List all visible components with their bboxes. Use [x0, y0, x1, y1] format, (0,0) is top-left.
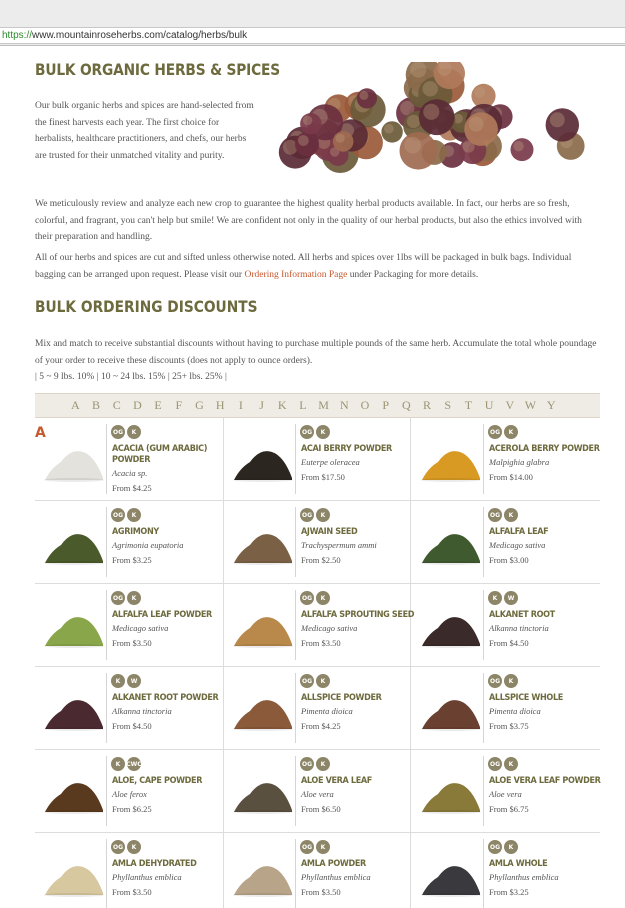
- product-badges: [488, 757, 518, 771]
- product-price: From $3.25: [112, 555, 152, 565]
- product-price: From $3.25: [489, 887, 529, 897]
- alpha-link-b[interactable]: B: [92, 398, 101, 412]
- url-scheme: https://: [2, 30, 33, 41]
- product-name-line: AGRIMONY: [112, 527, 159, 537]
- product-latin-name: Pimenta dioica: [489, 706, 541, 716]
- product-badges: [300, 508, 330, 522]
- product-name-line: AMLA WHOLE: [489, 859, 548, 869]
- product-row: [35, 750, 600, 833]
- card-divider: [106, 590, 107, 660]
- badge-k-icon: K: [504, 757, 518, 771]
- product-name-line: AMLA DEHYDRATED: [112, 859, 197, 869]
- packaging-paragraph: [35, 250, 600, 283]
- product-name[interactable]: [301, 610, 415, 621]
- product-badges: [488, 674, 518, 688]
- product-name[interactable]: [489, 776, 601, 787]
- product-badges: [111, 757, 141, 771]
- badge-og-icon: OG: [300, 674, 314, 688]
- product-name[interactable]: [112, 610, 211, 621]
- badge-w-icon: W: [504, 591, 518, 605]
- product-name[interactable]: [301, 444, 400, 455]
- product-card[interactable]: [412, 667, 600, 749]
- badge-og-icon: OG: [111, 425, 125, 439]
- product-image[interactable]: [43, 523, 105, 565]
- product-card[interactable]: [223, 750, 411, 832]
- discounts-text: Mix and match to receive substantial discounts without having to purchase multiple pounds of the same herb. Accumulate the total whole poundage of your order to receive these discounts (does not apply to ounce orders).: [35, 339, 597, 366]
- product-image[interactable]: [232, 689, 294, 731]
- product-badges: [300, 425, 330, 439]
- product-image[interactable]: [43, 772, 105, 814]
- card-divider: [483, 673, 484, 743]
- product-image[interactable]: [232, 772, 294, 814]
- product-price: From $6.75: [489, 804, 529, 814]
- product-image[interactable]: [43, 606, 105, 648]
- product-image[interactable]: [420, 606, 482, 648]
- product-image[interactable]: [43, 855, 105, 897]
- alpha-link-j[interactable]: J: [259, 398, 264, 412]
- product-name-line: ALOE VERA LEAF POWDER: [489, 776, 601, 786]
- product-card[interactable]: [35, 501, 223, 583]
- badge-k-icon: K: [127, 425, 141, 439]
- product-price: From $2.50: [301, 555, 341, 565]
- product-latin-name: Alkanna tinctoria: [489, 623, 549, 633]
- product-latin-name: Medicago sativa: [112, 623, 169, 633]
- badge-og-icon: OG: [488, 508, 502, 522]
- page-title: BULK ORGANIC HERBS & SPICES: [35, 60, 281, 79]
- product-image[interactable]: [420, 689, 482, 731]
- alpha-link-l[interactable]: L: [299, 398, 307, 412]
- product-latin-name: Trachyspermum ammi: [301, 540, 377, 550]
- hero-image-clover: [268, 62, 604, 174]
- card-divider: [483, 590, 484, 660]
- card-divider: [295, 590, 296, 660]
- product-name-line: ALLSPICE POWDER: [301, 693, 382, 703]
- product-name-line: ACACIA (GUM ARABIC): [112, 444, 208, 454]
- product-name[interactable]: [301, 776, 400, 787]
- url-text: www.mountainroseherbs.com/catalog/herbs/bulk: [32, 30, 248, 41]
- badge-k-icon: K: [488, 591, 502, 605]
- badge-k-icon: K: [127, 840, 141, 854]
- product-image[interactable]: [232, 440, 294, 482]
- alpha-link-v[interactable]: V: [505, 398, 515, 412]
- quality-paragraph: We meticulously review and analyze each new crop to guarantee the highest quality herbal products available. In fact, our herbs are so fresh, colorful, and fragrant, you can't help but smile! We are confident not only in the quality of our herbal products, but also the ethics involved with their preparation and handling.: [35, 199, 582, 242]
- product-badges: [111, 840, 141, 854]
- badge-og-icon: OG: [300, 508, 314, 522]
- product-badges: [111, 508, 141, 522]
- alpha-link-h[interactable]: H: [215, 398, 225, 412]
- card-divider: [483, 424, 484, 494]
- badge-k-icon: K: [111, 674, 125, 688]
- card-divider: [295, 424, 296, 494]
- product-name[interactable]: [301, 859, 400, 870]
- product-badges: [111, 591, 141, 605]
- product-name[interactable]: [112, 776, 211, 787]
- product-card[interactable]: [35, 584, 223, 666]
- product-name-line: ACEROLA BERRY POWDER: [489, 444, 600, 454]
- alpha-link-w[interactable]: W: [524, 398, 537, 412]
- packaging-text-b: under Packaging for more details.: [347, 269, 479, 280]
- product-latin-name: Medicago sativa: [489, 540, 546, 550]
- alpha-link-i[interactable]: I: [238, 398, 243, 412]
- card-divider: [483, 839, 484, 908]
- product-price: From $14.00: [489, 472, 533, 482]
- badge-k-icon: K: [316, 425, 330, 439]
- product-name[interactable]: [489, 859, 588, 870]
- product-price: From $6.25: [112, 804, 152, 814]
- alpha-link-q[interactable]: Q: [402, 398, 411, 412]
- product-name-line: ALKANET ROOT POWDER: [112, 693, 219, 703]
- product-price: From $3.50: [112, 887, 152, 897]
- product-image[interactable]: [420, 772, 482, 814]
- product-row: [35, 501, 600, 584]
- card-divider: [106, 839, 107, 908]
- badge-og-icon: OG: [300, 425, 314, 439]
- product-card[interactable]: [412, 833, 600, 908]
- product-card[interactable]: [35, 667, 223, 749]
- product-card[interactable]: [223, 584, 415, 666]
- alpha-link-c[interactable]: C: [112, 398, 121, 412]
- badge-k-icon: K: [127, 508, 141, 522]
- card-divider: [106, 507, 107, 577]
- card-divider: [106, 756, 107, 826]
- product-price: From $3.50: [301, 638, 341, 648]
- product-badges: [488, 425, 518, 439]
- badge-og-icon: OG: [111, 840, 125, 854]
- product-badges: [300, 840, 330, 854]
- badge-k-icon: K: [504, 508, 518, 522]
- product-price: From $3.75: [489, 721, 529, 731]
- badge-k-icon: K: [316, 674, 330, 688]
- product-name[interactable]: [112, 859, 211, 870]
- product-latin-name: Medicago sativa: [301, 623, 358, 633]
- alpha-link-t[interactable]: T: [464, 398, 473, 412]
- badge-k-icon: K: [504, 425, 518, 439]
- product-image[interactable]: [232, 855, 294, 897]
- product-latin-name: Malpighia glabra: [489, 457, 550, 467]
- product-price: From $17.50: [301, 472, 345, 482]
- card-divider: [295, 756, 296, 826]
- alpha-link-m[interactable]: M: [318, 398, 329, 412]
- product-latin-name: Euterpe oleracea: [301, 457, 360, 467]
- badge-cwc-icon: CWC: [127, 757, 141, 771]
- product-name-line: POWDER: [112, 454, 151, 465]
- product-name[interactable]: [112, 527, 211, 538]
- product-row: [35, 833, 600, 908]
- product-latin-name: Alkanna tinctoria: [112, 706, 172, 716]
- badge-og-icon: OG: [300, 840, 314, 854]
- product-price: From $4.25: [112, 482, 152, 493]
- alpha-link-n[interactable]: N: [339, 398, 349, 412]
- badge-og-icon: OG: [488, 840, 502, 854]
- alpha-link-d[interactable]: D: [133, 398, 142, 412]
- product-price: From $3.50: [112, 638, 152, 648]
- alpha-link-o[interactable]: O: [360, 398, 370, 412]
- product-latin-name: Agrimonia eupatoria: [112, 540, 184, 550]
- alpha-link-u[interactable]: U: [484, 398, 494, 412]
- product-row: [35, 667, 600, 750]
- product-image[interactable]: [43, 689, 105, 731]
- product-image[interactable]: [420, 523, 482, 565]
- product-card[interactable]: [223, 418, 411, 500]
- product-price: From $4.50: [112, 721, 152, 731]
- product-latin-name: Phyllanthus emblica: [301, 872, 371, 882]
- product-name[interactable]: [489, 444, 600, 455]
- product-name[interactable]: [489, 693, 588, 704]
- product-image[interactable]: [232, 606, 294, 648]
- product-badges: [488, 840, 518, 854]
- ordering-info-link[interactable]: Ordering Information Page: [244, 269, 348, 280]
- badge-k-icon: K: [111, 757, 125, 771]
- alpha-link-p[interactable]: P: [382, 398, 389, 412]
- product-row: [35, 584, 600, 667]
- product-name-line: ALOE VERA LEAF: [301, 776, 372, 786]
- card-divider: [295, 673, 296, 743]
- product-badges: [300, 674, 330, 688]
- product-name[interactable]: [489, 527, 588, 538]
- product-price: From $6.50: [301, 804, 341, 814]
- badge-k-icon: K: [316, 757, 330, 771]
- alpha-link-e[interactable]: E: [154, 398, 162, 412]
- product-price: From $4.25: [301, 721, 341, 731]
- product-card[interactable]: [35, 418, 223, 500]
- product-name-line: ALFALFA SPROUTING SEED: [301, 610, 415, 620]
- product-name[interactable]: [112, 693, 219, 704]
- product-name[interactable]: [489, 610, 588, 621]
- card-divider: [483, 756, 484, 826]
- product-name-line: ALOE, CAPE POWDER: [112, 776, 203, 786]
- alpha-link-y[interactable]: Y: [546, 398, 556, 412]
- product-card[interactable]: [223, 667, 411, 749]
- product-name-line: ACAI BERRY POWDER: [301, 444, 392, 454]
- badge-og-icon: OG: [488, 674, 502, 688]
- product-badges: [488, 591, 518, 605]
- alphabet-nav: [35, 393, 600, 418]
- badge-og-icon: OG: [300, 757, 314, 771]
- product-row: [35, 418, 600, 501]
- product-price: From $4.50: [489, 638, 529, 648]
- badge-k-icon: K: [316, 840, 330, 854]
- discounts-title: BULK ORDERING DISCOUNTS: [35, 297, 258, 316]
- card-divider: [295, 839, 296, 908]
- product-name-line: AJWAIN SEED: [301, 527, 358, 537]
- product-price: From $3.00: [489, 555, 529, 565]
- product-badges: [111, 425, 141, 439]
- badge-k-icon: K: [504, 840, 518, 854]
- alpha-link-r[interactable]: R: [423, 398, 432, 412]
- card-divider: [483, 507, 484, 577]
- badge-og-icon: OG: [488, 425, 502, 439]
- alpha-link-s[interactable]: S: [444, 398, 452, 412]
- product-image[interactable]: [43, 440, 105, 482]
- card-divider: [106, 673, 107, 743]
- card-divider: [106, 424, 107, 494]
- alpha-link-k[interactable]: K: [277, 398, 287, 412]
- discounts-paragraph: [35, 336, 600, 386]
- product-name[interactable]: [301, 693, 400, 704]
- card-divider: [295, 507, 296, 577]
- product-card[interactable]: [412, 418, 600, 500]
- product-latin-name: Phyllanthus emblica: [489, 872, 559, 882]
- badge-og-icon: OG: [300, 591, 314, 605]
- badge-k-icon: K: [316, 591, 330, 605]
- product-name[interactable]: [112, 444, 211, 465]
- product-name-line: AMLA POWDER: [301, 859, 366, 869]
- product-latin-name: Aloe vera: [301, 789, 334, 799]
- product-name-line: ALFALFA LEAF: [489, 527, 549, 537]
- browser-toolbar: [0, 0, 625, 46]
- intro-text: Our bulk organic herbs and spices are hand-selected from the finest harvests each year. The first choice for herbalists, healthcare practitioners, and chefs, our herbs are trusted for their unmatched vitality and purity.: [35, 101, 254, 161]
- product-name[interactable]: [301, 527, 400, 538]
- product-latin-name: Aloe vera: [489, 789, 522, 799]
- badge-og-icon: OG: [111, 508, 125, 522]
- product-latin-name: Phyllanthus emblica: [112, 872, 182, 882]
- alpha-link-g[interactable]: G: [195, 398, 204, 412]
- product-badges: [488, 508, 518, 522]
- product-badges: [300, 757, 330, 771]
- product-image[interactable]: [420, 440, 482, 482]
- alpha-link-f[interactable]: F: [175, 398, 183, 412]
- product-card[interactable]: [412, 750, 600, 832]
- product-name-line: ALKANET ROOT: [489, 610, 555, 620]
- address-bar[interactable]: [0, 27, 625, 44]
- badge-k-icon: K: [504, 674, 518, 688]
- alpha-link-a[interactable]: A: [71, 398, 80, 412]
- packaging-text-a: All of our herbs and spices are cut and sifted unless otherwise noted. All herbs and spices over 1lbs will be packaged in bulk bags. Individual bagging can be arranged upon request. Please visit our: [35, 253, 572, 280]
- product-badges: [111, 674, 141, 688]
- badge-w-icon: W: [127, 674, 141, 688]
- product-card[interactable]: [412, 501, 600, 583]
- product-badges: [300, 591, 330, 605]
- badge-k-icon: K: [316, 508, 330, 522]
- badge-k-icon: K: [127, 591, 141, 605]
- product-card[interactable]: [223, 833, 411, 908]
- discount-tiers: | 5 ~ 9 lbs. 10% | 10 ~ 24 lbs. 15% | 25+ lbs. 25% |: [35, 372, 227, 382]
- section-letter: A: [35, 425, 46, 441]
- product-image[interactable]: [420, 855, 482, 897]
- product-card[interactable]: [412, 584, 600, 666]
- product-latin-name: Aloe ferox: [112, 789, 147, 799]
- product-card[interactable]: [35, 750, 223, 832]
- product-price: From $3.50: [301, 887, 341, 897]
- badge-og-icon: OG: [111, 591, 125, 605]
- product-latin-name: Pimenta dioica: [301, 706, 353, 716]
- product-name-line: ALLSPICE WHOLE: [489, 693, 563, 703]
- product-card[interactable]: [223, 501, 411, 583]
- product-image[interactable]: [232, 523, 294, 565]
- product-card[interactable]: [35, 833, 223, 908]
- badge-og-icon: OG: [488, 757, 502, 771]
- product-latin-name: Acacia sp.: [112, 467, 148, 478]
- product-name-line: ALFALFA LEAF POWDER: [112, 610, 212, 620]
